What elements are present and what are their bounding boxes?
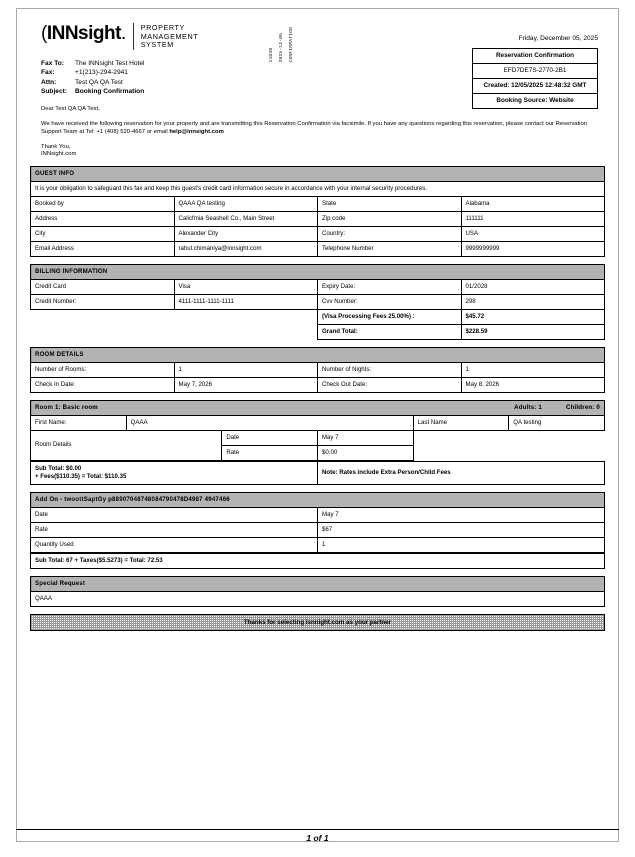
barcode-label-1: 11030 — [269, 47, 274, 63]
intro-letter — [17, 105, 618, 159]
address-value: Calicfmia Seashell Co., Main Street — [174, 211, 318, 226]
fax-to-label: Fax To: — [41, 59, 64, 67]
table-row — [31, 492, 605, 507]
page-number: 1 of 1 — [306, 833, 329, 843]
address-label: Address — [31, 211, 175, 226]
guest-info-table — [30, 166, 605, 257]
checkout-value: May 8, 2026 — [461, 377, 605, 392]
fax-number-value: +1(213)-294-2941 — [75, 69, 128, 77]
confirmation-created: Created: 12/05/2025 12:48:32 GMT — [473, 79, 597, 94]
confirmation-source: Booking Source: Website — [496, 97, 574, 104]
logo-tagline — [133, 23, 199, 50]
table-row — [31, 264, 605, 279]
room-one-table — [30, 400, 605, 461]
addon-header: Add On - twoottSaptGy p88907048748084790478D4987 4947466 — [31, 492, 605, 507]
grand-total-value: $228.59 — [461, 324, 605, 339]
table-row — [31, 279, 605, 294]
addon-rate-label: Rate — [31, 522, 318, 537]
confirmation-panel — [472, 35, 598, 109]
credit-number-value: 4111-1111-1111-1111 — [174, 294, 318, 309]
intro-signoff: Thank You, — [41, 143, 71, 150]
thanks-banner — [30, 614, 605, 631]
addon-subtotal: Sub Total: 67 + Taxes($5.5273) = Total: 72.53 — [31, 553, 605, 568]
state-label: State — [318, 196, 462, 211]
fax-to-value: The INNsight Test Hotel — [75, 59, 145, 67]
billing-table — [30, 264, 605, 340]
number-of-rooms-value: 1 — [174, 362, 318, 377]
addon-section — [17, 492, 618, 569]
checkin-label: Check In Date: — [31, 377, 175, 392]
room-rate-spacer-2 — [413, 445, 604, 460]
guest-info-section — [17, 166, 618, 257]
fax-attn-value: Test QA QA Test — [75, 78, 123, 86]
checkout-label: Check Out Date: — [318, 377, 462, 392]
room-one-subtotal-table — [30, 461, 605, 485]
addon-quantity-value: 1 — [318, 537, 605, 552]
addon-date-value: May 7 — [318, 507, 605, 522]
credit-card-value: Visa — [174, 279, 318, 294]
expiry-value: 01/2028 — [461, 279, 605, 294]
table-row — [31, 522, 605, 537]
zip-value: 111111 — [461, 211, 605, 226]
table-row — [31, 241, 605, 256]
special-request-header: Special Request — [31, 576, 605, 591]
number-of-rooms-label: Number of Rooms: — [31, 362, 175, 377]
logo-tagline-line-1: PROPERTY — [140, 23, 185, 32]
addon-date-label: Date — [31, 507, 318, 522]
fax-subject-label: Subject: — [41, 88, 68, 95]
table-row — [31, 181, 605, 196]
intro-greeting: Dear Test QA QA Test, — [41, 106, 100, 112]
state-value: Alabama — [461, 196, 605, 211]
table-row — [31, 362, 605, 377]
fax-number-label: Fax: — [41, 69, 55, 77]
special-request-value: QAAA — [31, 591, 605, 606]
table-row — [31, 576, 605, 591]
guest-info-header: GUEST INFO — [31, 166, 605, 181]
processing-fees-label: (Visa Processing Fees 25.00%) : — [318, 309, 462, 324]
table-row — [31, 461, 605, 484]
credit-number-label: Credit Number: — [31, 294, 175, 309]
confirmation-code: EFD7DE7S-2770-2B1 — [473, 64, 597, 79]
addon-table — [30, 492, 605, 553]
billing-spacer-1 — [31, 309, 318, 324]
booked-by-label: Booked by — [31, 196, 175, 211]
room-rate-spacer-1 — [413, 430, 604, 445]
telephone-value: 9999999999 — [461, 241, 605, 256]
page-footer — [16, 829, 619, 843]
barcode-label-3: CONFIRMATION — [289, 27, 294, 63]
telephone-label: Telephone Number — [318, 241, 462, 256]
checkin-value: May 7, 2026 — [174, 377, 318, 392]
table-row — [31, 309, 605, 324]
addon-rate-value: $67 — [318, 522, 605, 537]
guest-info-notice: It is your obligation to safeguard this fax and keep this guest's credit card information secure in accordance with your internal security procedures. — [31, 181, 605, 196]
room-one-title: Room 1: Basic room — [35, 403, 98, 411]
country-label: Country: — [318, 226, 462, 241]
footer-divider — [16, 829, 619, 830]
confirmation-title: Reservation Confirmation — [473, 49, 597, 64]
last-name-label: Last Name — [413, 415, 509, 430]
city-value: Alexander City — [174, 226, 318, 241]
billing-section — [17, 264, 618, 340]
confirmation-box — [472, 48, 598, 109]
table-row — [31, 537, 605, 552]
room-one-band — [31, 400, 605, 415]
room-rate-value: $0.00 — [317, 445, 413, 460]
barcode-label-2: 2025-12-05 — [279, 32, 284, 63]
special-request-section — [17, 576, 618, 607]
room-details-header: ROOM DETAILS — [31, 347, 605, 362]
table-row — [31, 507, 605, 522]
intro-body-text: We have received the following reservation for your property and are transmitting this Reservation Confirmation via facsimile. If you have any questions regarding this reservation, please contact our Reservation Support Team at Tel: +1 (408) 520-4667 or email — [41, 121, 588, 136]
fax-attn-label: Attn: — [41, 78, 57, 86]
room-subtotal-line-2: + Fees($110.35) = Total: $110.35 — [35, 472, 127, 480]
children-count: Children: 0 — [565, 403, 600, 411]
logo-tagline-line-2: MANAGEMENT — [140, 31, 199, 41]
thanks-text: Thanks for selecting isnnight.com as your partner — [243, 618, 392, 626]
first-name-label: First Name: — [31, 415, 127, 430]
credit-card-label: Credit Card — [31, 279, 175, 294]
number-of-nights-label: Number of Nights: — [318, 362, 462, 377]
fax-subject-value: Booking Confirmation — [75, 88, 145, 95]
document-sheet — [16, 8, 619, 842]
expiry-label: Expiry Date: — [318, 279, 462, 294]
table-row — [31, 166, 605, 181]
last-name-value: QA testing — [509, 415, 605, 430]
adults-count: Adults: 1 — [514, 403, 542, 411]
zip-label: Zip code — [318, 211, 462, 226]
intro-support-email: help@innsight.com — [169, 129, 224, 136]
document-header — [17, 9, 618, 105]
table-row — [31, 347, 605, 362]
city-label: City — [31, 226, 175, 241]
number-of-nights-value: 1 — [461, 362, 605, 377]
booked-by-value: QAAA QA testing — [174, 196, 318, 211]
room-subtotal-line-1: Sub Total: $0.00 — [35, 464, 82, 472]
table-row — [31, 553, 605, 568]
cvv-label: Cvv Number: — [318, 294, 462, 309]
room-rate-date-value: May 7 — [317, 430, 413, 445]
email-value: rahul.chimaniya@innsight.com — [174, 241, 318, 256]
room-rate-label: Rate — [222, 445, 318, 460]
intro-signature — [41, 144, 596, 159]
cvv-value: 298 — [461, 294, 605, 309]
intro-body — [41, 120, 596, 136]
room-details-table — [30, 347, 605, 393]
table-row — [31, 196, 605, 211]
room-detail-label: Room Details — [31, 430, 222, 460]
table-row — [31, 377, 605, 392]
billing-header: BILLING INFORMATION — [31, 264, 605, 279]
email-label: Email Address — [31, 241, 175, 256]
processing-fees-value: $45.72 — [461, 309, 605, 324]
table-row — [31, 211, 605, 226]
billing-spacer-2 — [31, 324, 318, 339]
table-row — [31, 591, 605, 606]
logo-tagline-line-3: SYSTEM — [140, 40, 174, 50]
room-one-section — [17, 400, 618, 485]
table-row — [31, 430, 605, 445]
intro-signer: INNsight.com — [41, 151, 77, 158]
table-row — [31, 324, 605, 339]
country-value: USA — [461, 226, 605, 241]
fax-barcode-strip — [269, 27, 294, 62]
room-details-section — [17, 347, 618, 393]
logo-wordmark: INNsight — [46, 23, 121, 44]
addon-quantity-label: Quantity Used — [31, 537, 318, 552]
document-date: Friday, December 05, 2025 — [518, 35, 598, 42]
table-row — [31, 226, 605, 241]
table-row — [31, 400, 605, 415]
table-row — [31, 294, 605, 309]
special-request-table — [30, 576, 605, 607]
addon-subtotal-table — [30, 553, 605, 569]
first-name-value: QAAA — [126, 415, 413, 430]
grand-total-label: Grand Total: — [318, 324, 462, 339]
innsight-logo: (INNsight. — [41, 23, 126, 44]
room-subtotal-cell — [31, 461, 318, 484]
room-rates-note: Note: Rates include Extra Person/Child Fees — [318, 461, 605, 484]
table-row — [31, 415, 605, 430]
room-rate-date-label: Date — [222, 430, 318, 445]
